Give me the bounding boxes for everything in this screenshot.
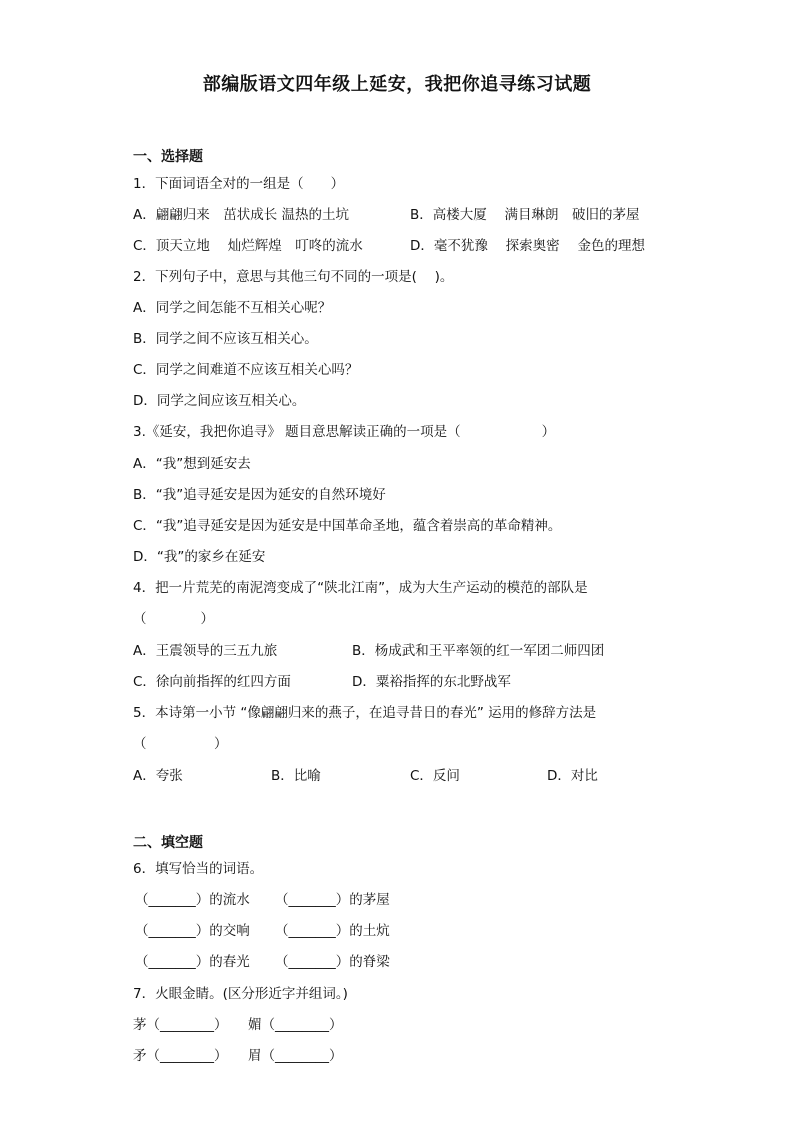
- question-2-option-b: B．同学之间不应该互相关心。: [133, 331, 318, 347]
- question-4-option-a: A．王震领导的三五九旅: [133, 643, 278, 659]
- question-5-option-b: B．比喻: [271, 768, 321, 784]
- question-2-option-a: A．同学之间怎能不互相关心呢？: [133, 300, 332, 316]
- question-5-option-c: C．反问: [410, 768, 460, 784]
- question-6-blank-6: （_______）的脊梁: [275, 954, 390, 970]
- question-7-stem: 7．火眼金睛。(区分形近字并组词。): [133, 986, 348, 1002]
- question-7-blank-4: 眉（________）: [248, 1048, 343, 1064]
- section-heading-choice: 一、选择题: [133, 149, 203, 165]
- question-1-option-c: C．顶天立地 灿烂辉煌 叮咚的流水: [133, 238, 363, 254]
- page-title: 部编版语文四年级上延安，我把你追寻练习试题: [202, 74, 592, 95]
- question-5-option-d: D．对比: [547, 768, 598, 784]
- question-3-option-b: B．“我”追寻延安是因为延安的自然环境好: [133, 487, 386, 503]
- question-5-answer-blank: （ ）: [133, 736, 228, 752]
- question-3-option-d: D．“我”的家乡在延安: [133, 549, 266, 565]
- section-heading-fill-in: 二、填空题: [133, 835, 203, 851]
- question-4-option-d: D．粟裕指挥的东北野战军: [352, 674, 511, 690]
- question-3-option-c: C．“我”追寻延安是因为延安是中国革命圣地，蕴含着崇高的革命精神。: [133, 518, 562, 534]
- question-6-blank-1: （_______）的流水: [135, 892, 250, 908]
- question-5-stem: 5．本诗第一小节 “像翩翩归来的燕子，在追寻昔日的春光” 运用的修辞方法是: [133, 705, 597, 721]
- question-4-option-c: C．徐向前指挥的红四方面: [133, 674, 291, 690]
- question-6-stem: 6．填写恰当的词语。: [133, 861, 264, 877]
- question-2-option-d: D．同学之间应该互相关心。: [133, 393, 306, 409]
- question-1-stem: 1．下面词语全对的一组是（ ）: [133, 176, 345, 192]
- question-6-blank-5: （_______）的春光: [135, 954, 250, 970]
- question-3-option-a: A．“我”想到延安去: [133, 456, 251, 472]
- question-1-option-a: A．翩翩归来 茁状成长 温热的土坑: [133, 207, 350, 223]
- question-4-answer-blank: （ ）: [133, 611, 214, 627]
- question-7-blank-1: 茅（________）: [133, 1017, 228, 1033]
- question-6-blank-4: （_______）的土炕: [275, 923, 390, 939]
- question-7-blank-2: 媚（________）: [248, 1017, 343, 1033]
- question-4-option-b: B．杨成武和王平率领的红一军团二师四团: [352, 643, 605, 659]
- question-2-stem: 2．下列句子中，意思与其他三句不同的一项是( )。: [133, 269, 454, 285]
- question-5-option-a: A．夸张: [133, 768, 183, 784]
- question-1-option-b: B．高楼大厦 满目琳朗 破旧的茅屋: [410, 207, 640, 223]
- question-3-stem: 3.《延安，我把你追寻》 题目意思解读正确的一项是（ ）: [133, 424, 556, 440]
- question-2-option-c: C．同学之间难道不应该互相关心吗？: [133, 362, 359, 378]
- question-6-blank-3: （_______）的交响: [135, 923, 250, 939]
- question-6-blank-2: （_______）的茅屋: [275, 892, 390, 908]
- question-4-stem: 4．把一片荒芜的南泥湾变成了“陕北江南”，成为大生产运动的模范的部队是: [133, 580, 588, 596]
- question-7-blank-3: 矛（________）: [133, 1048, 228, 1064]
- question-1-option-d: D．毫不犹豫 探索奥密 金色的理想: [410, 238, 645, 254]
